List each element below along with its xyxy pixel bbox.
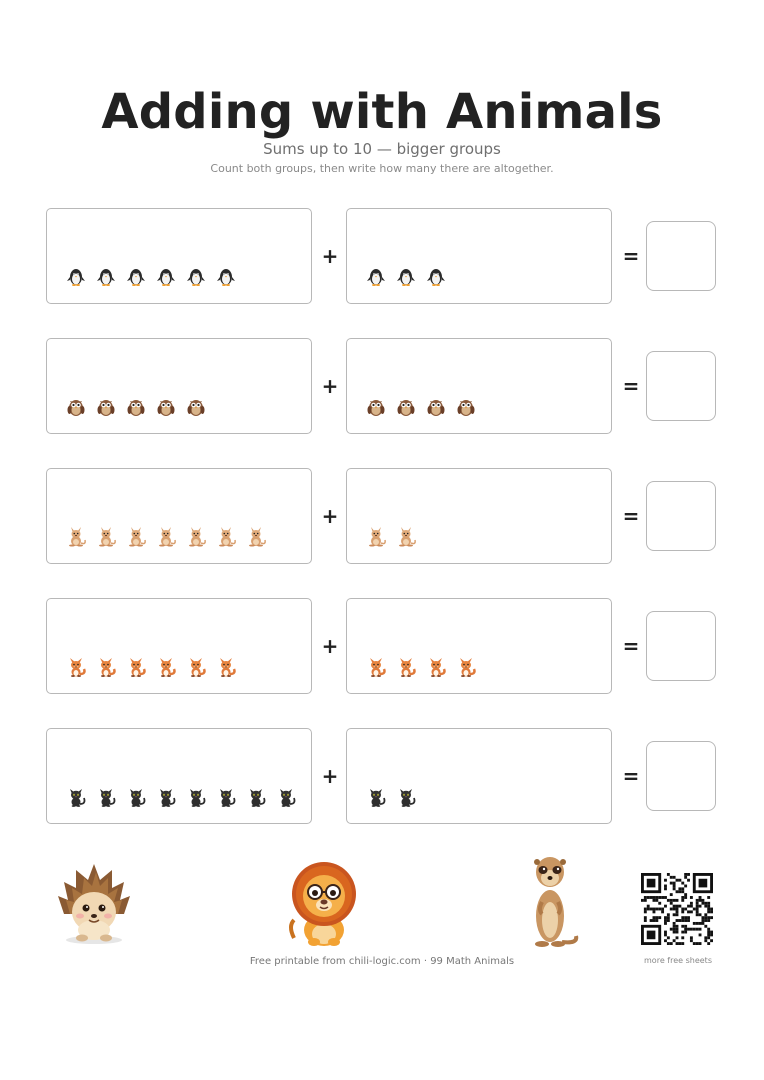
answer-box[interactable] [646, 611, 716, 681]
right-group-box [346, 598, 612, 694]
owl-icon [155, 395, 177, 417]
kangaroo-icon [185, 525, 207, 547]
right-animal-group [365, 265, 447, 287]
cat-icon [395, 785, 417, 807]
left-animal-group [65, 525, 267, 547]
fox-icon [185, 655, 207, 677]
plus-sign: + [321, 634, 339, 658]
cat-icon [155, 785, 177, 807]
right-animal-group [365, 525, 417, 547]
problem-row [0, 598, 764, 698]
cat-icon [185, 785, 207, 807]
equals-sign: = [622, 504, 640, 528]
penguin-icon [425, 265, 447, 287]
owl-icon [365, 395, 387, 417]
penguin-icon [65, 265, 87, 287]
meerkat-illustration [520, 852, 582, 950]
right-group-box [346, 208, 612, 304]
plus-sign: + [321, 374, 339, 398]
fox-icon [365, 655, 387, 677]
left-group-box [46, 598, 312, 694]
owl-icon [185, 395, 207, 417]
owl-icon [455, 395, 477, 417]
owl-icon [65, 395, 87, 417]
equals-sign: = [622, 634, 640, 658]
right-animal-group [365, 395, 477, 417]
cat-icon [365, 785, 387, 807]
cat-icon [245, 785, 267, 807]
page-subtitle: Sums up to 10 — bigger groups [263, 140, 501, 158]
footer-credit: Free printable from chili-logic.com · 99 Math Animals [249, 956, 515, 967]
problem-row [0, 208, 764, 308]
left-animal-group [65, 655, 237, 677]
cat-icon [95, 785, 117, 807]
owl-icon [125, 395, 147, 417]
penguin-icon [185, 265, 207, 287]
plus-sign: + [321, 244, 339, 268]
left-animal-group [65, 265, 237, 287]
cat-icon [125, 785, 147, 807]
fox-icon [455, 655, 477, 677]
penguin-icon [125, 265, 147, 287]
right-animal-group [365, 655, 477, 677]
qr-caption: more free sheets [644, 956, 712, 965]
penguin-icon [365, 265, 387, 287]
penguin-icon [155, 265, 177, 287]
page-title: Adding with Animals [101, 84, 663, 140]
hedgehog-illustration [56, 856, 132, 946]
right-group-box [346, 728, 612, 824]
kangaroo-icon [65, 525, 87, 547]
equals-sign: = [622, 374, 640, 398]
problem-row [0, 728, 764, 828]
penguin-icon [215, 265, 237, 287]
equals-sign: = [622, 764, 640, 788]
kangaroo-icon [215, 525, 237, 547]
left-animal-group [65, 395, 207, 417]
right-group-box [346, 338, 612, 434]
fox-icon [425, 655, 447, 677]
owl-icon [395, 395, 417, 417]
equals-sign: = [622, 244, 640, 268]
kangaroo-icon [245, 525, 267, 547]
kangaroo-icon [95, 525, 117, 547]
answer-box[interactable] [646, 221, 716, 291]
fox-icon [65, 655, 87, 677]
right-group-box [346, 468, 612, 564]
kangaroo-icon [125, 525, 147, 547]
kangaroo-icon [365, 525, 387, 547]
penguin-icon [95, 265, 117, 287]
fox-icon [395, 655, 417, 677]
qr-code[interactable] [641, 873, 713, 945]
left-group-box [46, 728, 312, 824]
plus-sign: + [321, 504, 339, 528]
left-group-box [46, 338, 312, 434]
answer-box[interactable] [646, 351, 716, 421]
answer-box[interactable] [646, 481, 716, 551]
fox-icon [125, 655, 147, 677]
answer-box[interactable] [646, 741, 716, 811]
cat-icon [275, 785, 297, 807]
cat-icon [215, 785, 237, 807]
left-animal-group [65, 785, 297, 807]
left-group-box [46, 208, 312, 304]
plus-sign: + [321, 764, 339, 788]
owl-icon [95, 395, 117, 417]
fox-icon [215, 655, 237, 677]
right-animal-group [365, 785, 417, 807]
lion-illustration [284, 856, 364, 948]
cat-icon [65, 785, 87, 807]
fox-icon [155, 655, 177, 677]
kangaroo-icon [395, 525, 417, 547]
penguin-icon [395, 265, 417, 287]
left-group-box [46, 468, 312, 564]
fox-icon [95, 655, 117, 677]
instructions: Count both groups, then write how many there are altogether. [210, 162, 554, 175]
problem-row [0, 338, 764, 438]
owl-icon [425, 395, 447, 417]
kangaroo-icon [155, 525, 177, 547]
problem-row [0, 468, 764, 568]
